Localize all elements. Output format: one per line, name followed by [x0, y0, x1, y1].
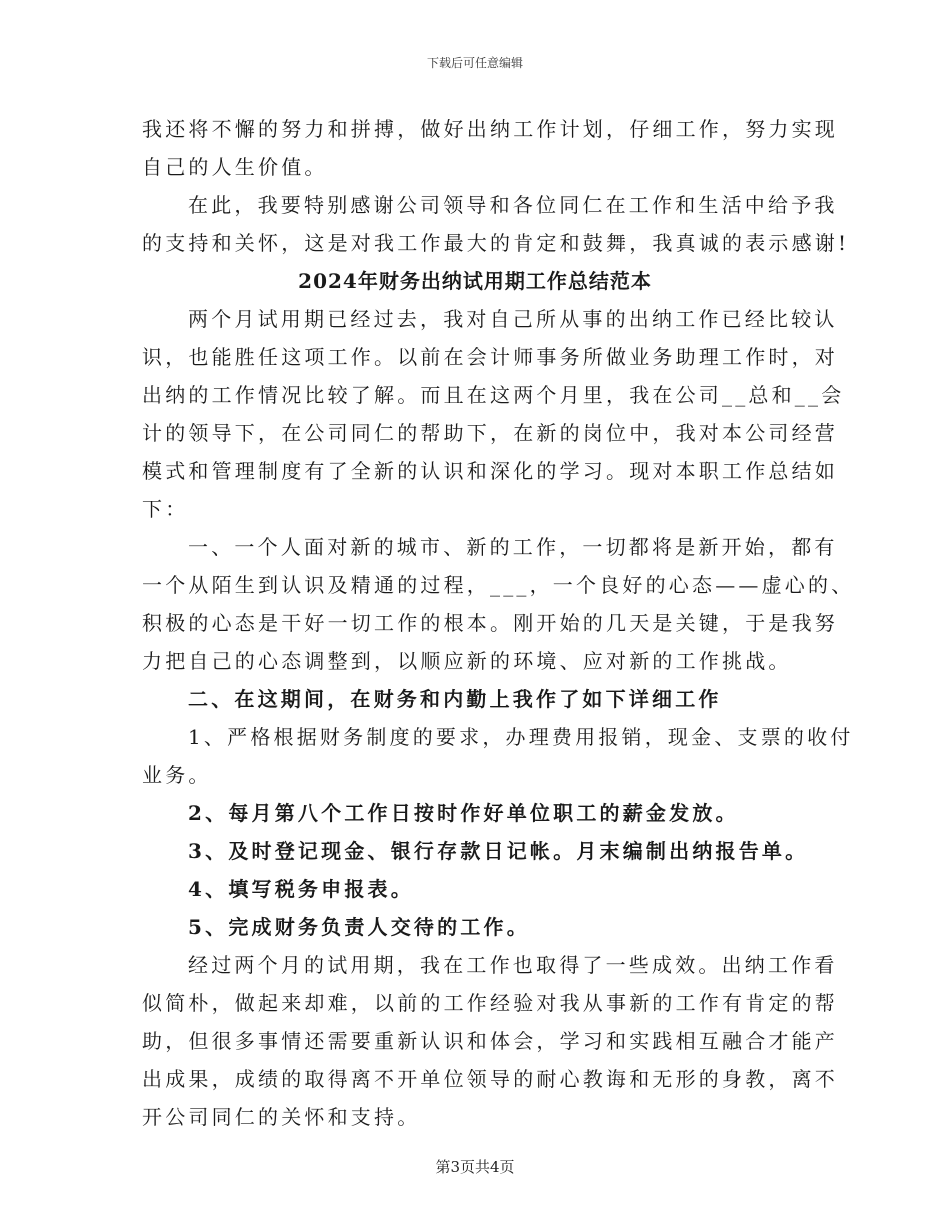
- paragraph-line: 2、每月第八个工作日按时作好单位职工的薪金发放。: [188, 801, 739, 825]
- paragraph-line: 在此，我要特别感谢公司领导和各位同仁在工作和生活中给予我: [188, 193, 838, 217]
- paragraph-line: 计的领导下，在公司同仁的帮助下，在新的岗位中，我对本公司经营: [142, 421, 838, 445]
- paragraph-line: 似简朴，做起来却难，以前的工作经验对我从事新的工作有肯定的帮: [142, 991, 838, 1015]
- paragraph-line: 模式和管理制度有了全新的认识和深化的学习。现对本职工作总结如: [142, 459, 838, 483]
- paragraph-line: 助，但很多事情还需要重新认识和体会，学习和实践相互融合才能产: [142, 1029, 838, 1053]
- paragraph-line: 经过两个月的试用期，我在工作也取得了一些成效。出纳工作看: [188, 953, 838, 977]
- paragraph-line: 4、填写税务申报表。: [188, 877, 414, 901]
- page-number-footer: 第3页共4页: [435, 1158, 515, 1176]
- paragraph-line: 二、在这期间，在财务和内勤上我作了如下详细工作: [188, 687, 722, 711]
- page-header-note: 下载后可任意编辑: [426, 56, 523, 70]
- paragraph-line: 开公司同仁的关怀和支持。: [142, 1105, 421, 1129]
- paragraph-line: 出纳的工作情况比较了解。而且在这两个月里，我在公司__总和__会: [142, 383, 845, 407]
- paragraph-line: 的支持和关怀，这是对我工作最大的肯定和鼓舞，我真诚的表示感谢!: [142, 231, 850, 255]
- paragraph-line: 两个月试用期已经过去，我对自己所从事的出纳工作已经比较认: [188, 307, 838, 331]
- paragraph-line: 3、及时登记现金、银行存款日记帐。月末编制出纳报告单。: [188, 839, 809, 863]
- paragraph-line: 力把自己的心态调整到，以顺应新的环境、应对新的工作挑战。: [142, 649, 792, 673]
- paragraph-line: 自己的人生价值。: [142, 155, 328, 179]
- document-section-title: 2024年财务出纳试用期工作总结范本: [298, 269, 652, 293]
- paragraph-line: 1、严格根据财务制度的要求，办理费用报销，现金、支票的收付: [188, 725, 854, 749]
- paragraph-line: 下：: [142, 497, 189, 521]
- paragraph-line: 一、一个人面对新的城市、新的工作，一切都将是新开始，都有: [188, 535, 838, 559]
- paragraph-line: 出成果，成绩的取得离不开单位领导的耐心教诲和无形的身教，离不: [142, 1067, 838, 1091]
- paragraph-line: 一个从陌生到认识及精通的过程，___，一个良好的心态——虚心的、: [142, 573, 855, 597]
- paragraph-line: 我还将不懈的努力和拼搏，做好出纳工作计划，仔细工作，努力实现: [142, 117, 838, 141]
- document-body: [142, 110, 855, 1136]
- paragraph-line: 识，也能胜任这项工作。以前在会计师事务所做业务助理工作时，对: [142, 345, 838, 369]
- paragraph-line: 业务。: [142, 763, 212, 787]
- paragraph-line: 积极的心态是干好一切工作的根本。刚开始的几天是关键，于是我努: [142, 611, 838, 635]
- paragraph-line: 5、完成财务负责人交待的工作。: [188, 915, 530, 939]
